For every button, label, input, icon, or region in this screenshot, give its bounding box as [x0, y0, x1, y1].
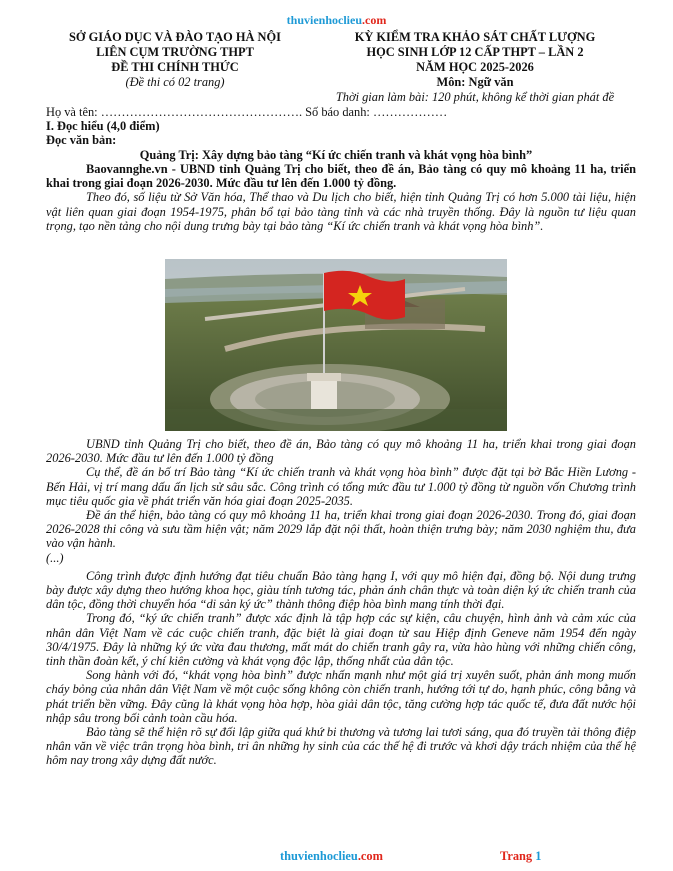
article-body-bottom [46, 437, 636, 768]
exam-grade: HỌC SINH LỚP 12 CẤP THPT – LẦN 2 [366, 45, 584, 59]
footer-site-suffix: .com [357, 849, 383, 863]
flag-tower-photo [165, 259, 507, 431]
page-number: 1 [535, 849, 542, 863]
header-right [310, 30, 640, 105]
ellipsis: (...) [46, 550, 64, 565]
paragraph-2: UBND tỉnh Quảng Trị cho biết, theo đề án, Bảo tàng có quy mô khoảng 11 ha, triển khai trong giai đoạn 2026-2030. Mức đầu tư lên đến 1.000 tỷ đồng [46, 437, 636, 466]
paragraph-5: Công trình được định hướng đạt tiêu chuẩn Bảo tàng hạng I, với quy mô hiện đại, đồng bộ. Nội dung trưng bày được xây dựng theo hướng khoa học, giàu tính tương tác, phản ánh chân thực và toàn diện ký ức chiến tranh của dân tộc, đồng thời chuyển hóa “di sản ký ức” thành thông điệp hòa bình mang tính thời đại. [46, 568, 636, 612]
exam-title: KỲ KIỂM TRA KHẢO SÁT CHẤT LƯỢNG [354, 30, 596, 44]
paragraph-6: Trong đó, “ký ức chiến tranh” được xác định là tập hợp các sự kiện, câu chuyện, hình ảnh và cảm xúc của nhân dân Việt Nam về các cuộc chiến tranh, đặc biệt là giai đoạn từ sau Hiệp định Geneve năm 1954 đến ngày 30/4/1975. Đây là những ký ức vừa đau thương, mất mát do chiến tranh gây ra, vừa hào hùng với những chiến công, tinh thần đoàn kết, ý chí kiên cường và khát vọng độc lập, thống nhất của dân tộc. [46, 611, 636, 669]
site-watermark [0, 13, 673, 28]
paragraph-1: Theo đó, số liệu từ Sở Văn hóa, Thể thao và Du lịch cho biết, hiện tỉnh Quảng Trị có hơn 5.000 tài liệu, hiện vật liên quan giai đoạn 1954-1975, phân bổ tại bảo tàng tỉnh và các nhà truyền thống. Đây là nguồn tư liệu quan trọng, tạo nền tảng cho nội dung trưng bày tại bảo tàng “Kí ức chiến tranh và khát vọng hòa bình”. [46, 190, 636, 233]
page-label: Trang [500, 849, 533, 863]
paragraph-8: Bảo tàng sẽ thể hiện rõ sự đối lập giữa quá khứ bi thương và tương lai tươi sáng, qua đó truyền tải thông điệp nhân văn về việc trân trọng hòa bình, tri ân những hy sinh của các thế hệ đi trước và khơi dậy trách nhiệm của thế hệ hôm nay trong xây dựng đất nước. [46, 725, 636, 768]
watermark-suffix: .com [362, 13, 387, 27]
header-left [40, 30, 310, 90]
section-title: I. Đọc hiểu (4,0 điểm) [46, 119, 160, 133]
footer-site [280, 849, 383, 864]
time-limit: Thời gian làm bài: 120 phút, không kể thời gian phát đề [335, 90, 615, 104]
school-cluster: LIÊN CỤM TRƯỜNG THPT [96, 45, 254, 59]
footer-site-main: thuvienhoclieu [280, 849, 358, 863]
paragraph-7: Song hành với đó, “khát vọng hòa bình” được nhấn mạnh như một giá trị xuyên suốt, phản ánh mong muốn cháy bỏng của nhân dân Việt Nam về một cuộc sống không còn chiến tranh, hướng tới tự do, hạnh phúc, công bằng và phát triển bền vững. Đây cũng là khát vọng hòa hợp, hòa giải dân tộc, tăng cường hợp tác quốc tế, đưa đất nước hội nhập sâu trong bối cảnh toàn cầu hóa. [46, 668, 636, 725]
school-year: NĂM HỌC 2025-2026 [416, 60, 534, 74]
article-lead: Baovannghe.vn - UBND tỉnh Quảng Trị cho biết, theo đề án, Bảo tàng có quy mô khoảng 11 ha, triển khai trong giai đoạn 2026-2030. Mức đầu tư lên đến 1.000 tỷ đồng. [46, 162, 636, 191]
department-name: SỞ GIÁO DỤC VÀ ĐÀO TẠO HÀ NỘI [69, 30, 281, 44]
student-info-line: Họ và tên: …………………………………………. Số báo danh: ……………… [46, 105, 448, 119]
article-title: Quảng Trị: Xây dựng bảo tàng “Kí ức chiến tranh và khát vọng hòa bình” [139, 148, 533, 162]
paragraph-3: Cụ thể, đề án bố trí Bảo tàng “Kí ức chiến tranh và khát vọng hòa bình” được đặt tại bờ Bắc Hiền Lương - Bến Hải, vị trí mang dấu ấn lịch sử sâu sắc. Công trình có tổng mức đầu tư 1.000 tỷ đồng từ nguồn vốn Chương trình mục tiêu quốc gia về phát triển văn hóa giai đoạn 2025-2035. [46, 465, 636, 508]
article-body-top [46, 162, 636, 233]
official-exam-label: ĐỀ THI CHÍNH THỨC [111, 60, 239, 74]
page-count-note: (Đề thi có 02 trang) [125, 75, 225, 89]
text-label: Đọc văn bản: [46, 133, 117, 147]
paragraph-4: Đề án thể hiện, bảo tàng có quy mô khoảng 11 ha, triển khai trong giai đoạn 2026-2030. Trong đó, giai đoạn 2026-2028 thi công và sưu tầm hiện vật; năm 2029 lắp đặt nội thất, hoàn thiện trưng bày; năm 2030 nghiệm thu, đưa vào vận hành. [46, 508, 636, 551]
subject: Môn: Ngữ văn [436, 75, 514, 89]
watermark-main: thuvienhoclieu [286, 13, 363, 27]
footer-page [500, 849, 541, 864]
article-photo [165, 259, 507, 431]
